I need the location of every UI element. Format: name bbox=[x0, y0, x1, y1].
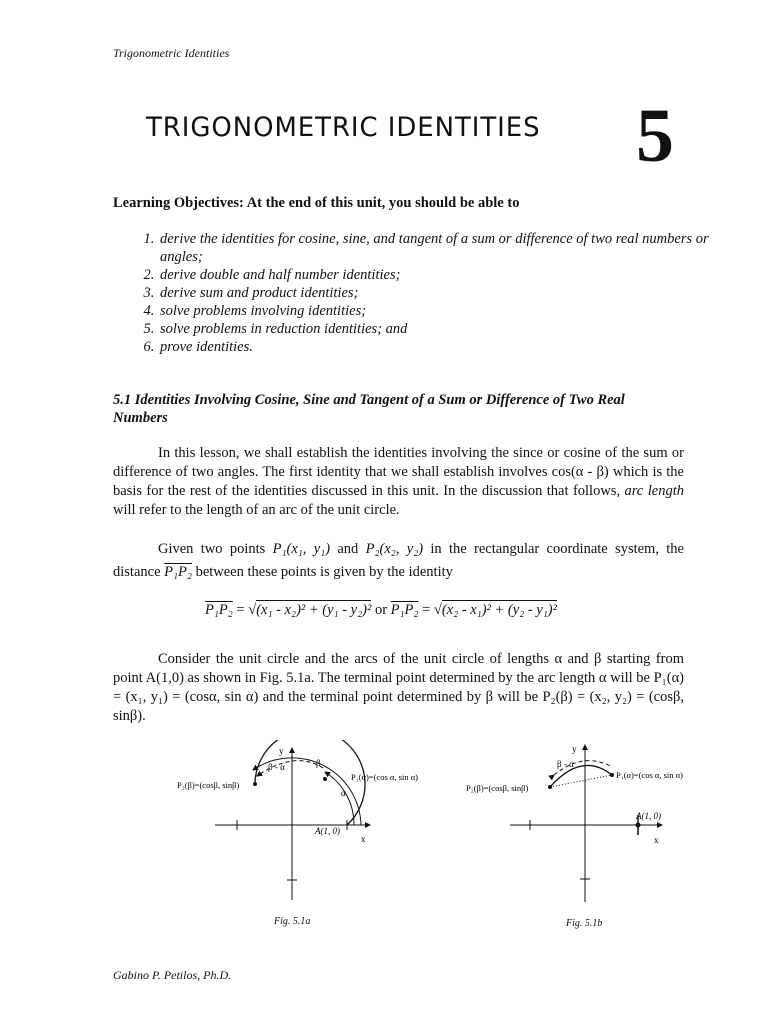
objective-item: 2. derive double and half number identities; bbox=[158, 266, 718, 284]
section-title: Identities Involving Cosine, Sine and Tangent of a Sum or Difference of Two Real Numbers bbox=[113, 392, 625, 426]
figure-5-1a bbox=[165, 740, 425, 910]
section-number: 5.1 bbox=[113, 392, 132, 408]
p2-label: P₂(β)=(cosβ, sinβ) bbox=[177, 780, 240, 790]
figure-caption-a: Fig. 5.1a bbox=[274, 916, 311, 927]
objective-item: 1. derive the identities for cosine, sine, and tangent of a sum or difference of two real numbers or angles; bbox=[158, 230, 718, 266]
point-a-label: A(1, 0) bbox=[315, 826, 340, 836]
distance-text-end: between these points is given by the identity bbox=[191, 564, 453, 580]
intro-text-end: will refer to the length of an arc of the unit circle. bbox=[113, 502, 400, 518]
running-header: Trigonometric Identities bbox=[113, 46, 230, 60]
beta-minus-alpha-label: β - α bbox=[268, 762, 285, 772]
formula-or: or bbox=[371, 602, 391, 618]
figure-5-1b bbox=[462, 737, 702, 907]
intro-paragraph bbox=[113, 444, 684, 520]
point-p2 bbox=[548, 785, 552, 789]
sqrt-sign: √ bbox=[248, 602, 257, 618]
figure-caption-b: Fig. 5.1b bbox=[566, 918, 603, 929]
section-heading bbox=[113, 391, 683, 427]
y-axis-label: y bbox=[572, 744, 577, 754]
point-a bbox=[636, 823, 641, 828]
formula-radicand-alt: (x₂ - x₁)² + (y₂ - y₁)² bbox=[441, 602, 557, 618]
objective-item: 4. solve problems involving identities; bbox=[158, 302, 718, 320]
distance-text-and: and bbox=[330, 541, 366, 557]
x-axis-label: x bbox=[361, 834, 366, 844]
point-a-label: A(1, 0) bbox=[636, 811, 661, 821]
intro-emphasis: arc length bbox=[624, 483, 684, 499]
page-title: TRIGONOMETRIC IDENTITIES bbox=[146, 112, 541, 143]
alpha-label: α bbox=[341, 788, 346, 798]
unit-circle-paragraph: Consider the unit circle and the arcs of the unit circle of lengths α and β starting from point A(1,0) as shown in Fig. 5.1a. The terminal point determined by the arc length α will be P₁(α) = (x₁, y₁) = (cosα, sin α) and the terminal point determined by β will be P₂(β) = (x₂, y₂) = (cosβ, sinβ). bbox=[113, 651, 684, 724]
point-p1 bbox=[610, 773, 614, 777]
point-p1: P₁(x₁, y₁) bbox=[272, 541, 331, 557]
distance-formula bbox=[205, 602, 557, 619]
formula-radicand: (x₁ - x₂)² + (y₁ - y₂)² bbox=[256, 602, 372, 618]
objectives-heading: Learning Objectives: At the end of this unit, you should be able to bbox=[113, 195, 520, 211]
formula-lhs-alt: P₁P₂ bbox=[390, 602, 419, 618]
point-p2: P₂(x₂, y₂) bbox=[365, 541, 424, 557]
p1-label: P₁(α)=(cos α, sin α) bbox=[616, 770, 683, 780]
beta-label: β bbox=[316, 758, 321, 768]
distance-text: Given two points bbox=[158, 541, 273, 557]
chord-p1p2 bbox=[550, 775, 612, 787]
x-axis-label: x bbox=[654, 835, 659, 845]
segment-p1p2: P₁P₂ bbox=[164, 564, 192, 580]
distance-text-mid: in the rectangular coordinate system, the distance bbox=[113, 541, 684, 580]
point-p1 bbox=[323, 777, 327, 781]
objective-item: 3. derive sum and product identities; bbox=[158, 284, 718, 302]
unit-circle-arc bbox=[255, 740, 365, 825]
objective-item: 6. prove identities. bbox=[158, 338, 718, 356]
beta-minus-alpha-label: β - α bbox=[557, 759, 574, 769]
objectives-list bbox=[130, 230, 718, 356]
p1-label: P₁(α)=(cos α, sin α) bbox=[351, 772, 418, 782]
formula-lhs: P₁P₂ bbox=[205, 602, 233, 618]
chapter-number: 5 bbox=[636, 94, 674, 178]
footer-author: Gabino P. Petilos, Ph.D. bbox=[113, 968, 232, 982]
formula-equals: = bbox=[232, 602, 249, 618]
distance-paragraph bbox=[113, 538, 684, 584]
point-p2 bbox=[253, 782, 257, 786]
intro-text: In this lesson, we shall establish the identities involving the since or cosine of the sum or difference of two angles. The first identity that we shall establish involves cos(α - β) which is the basis for the rest of the identities discussed in this unit. In the discussion that follows, bbox=[113, 445, 684, 499]
formula-equals-alt: = bbox=[418, 602, 434, 618]
p2-label: P₂(β)=(cosβ, sinβ) bbox=[466, 783, 529, 793]
sqrt-sign: √ bbox=[433, 602, 442, 618]
y-axis-label: y bbox=[279, 746, 284, 756]
alpha-arc bbox=[325, 772, 354, 825]
objective-item: 5. solve problems in reduction identities; and bbox=[158, 320, 718, 338]
